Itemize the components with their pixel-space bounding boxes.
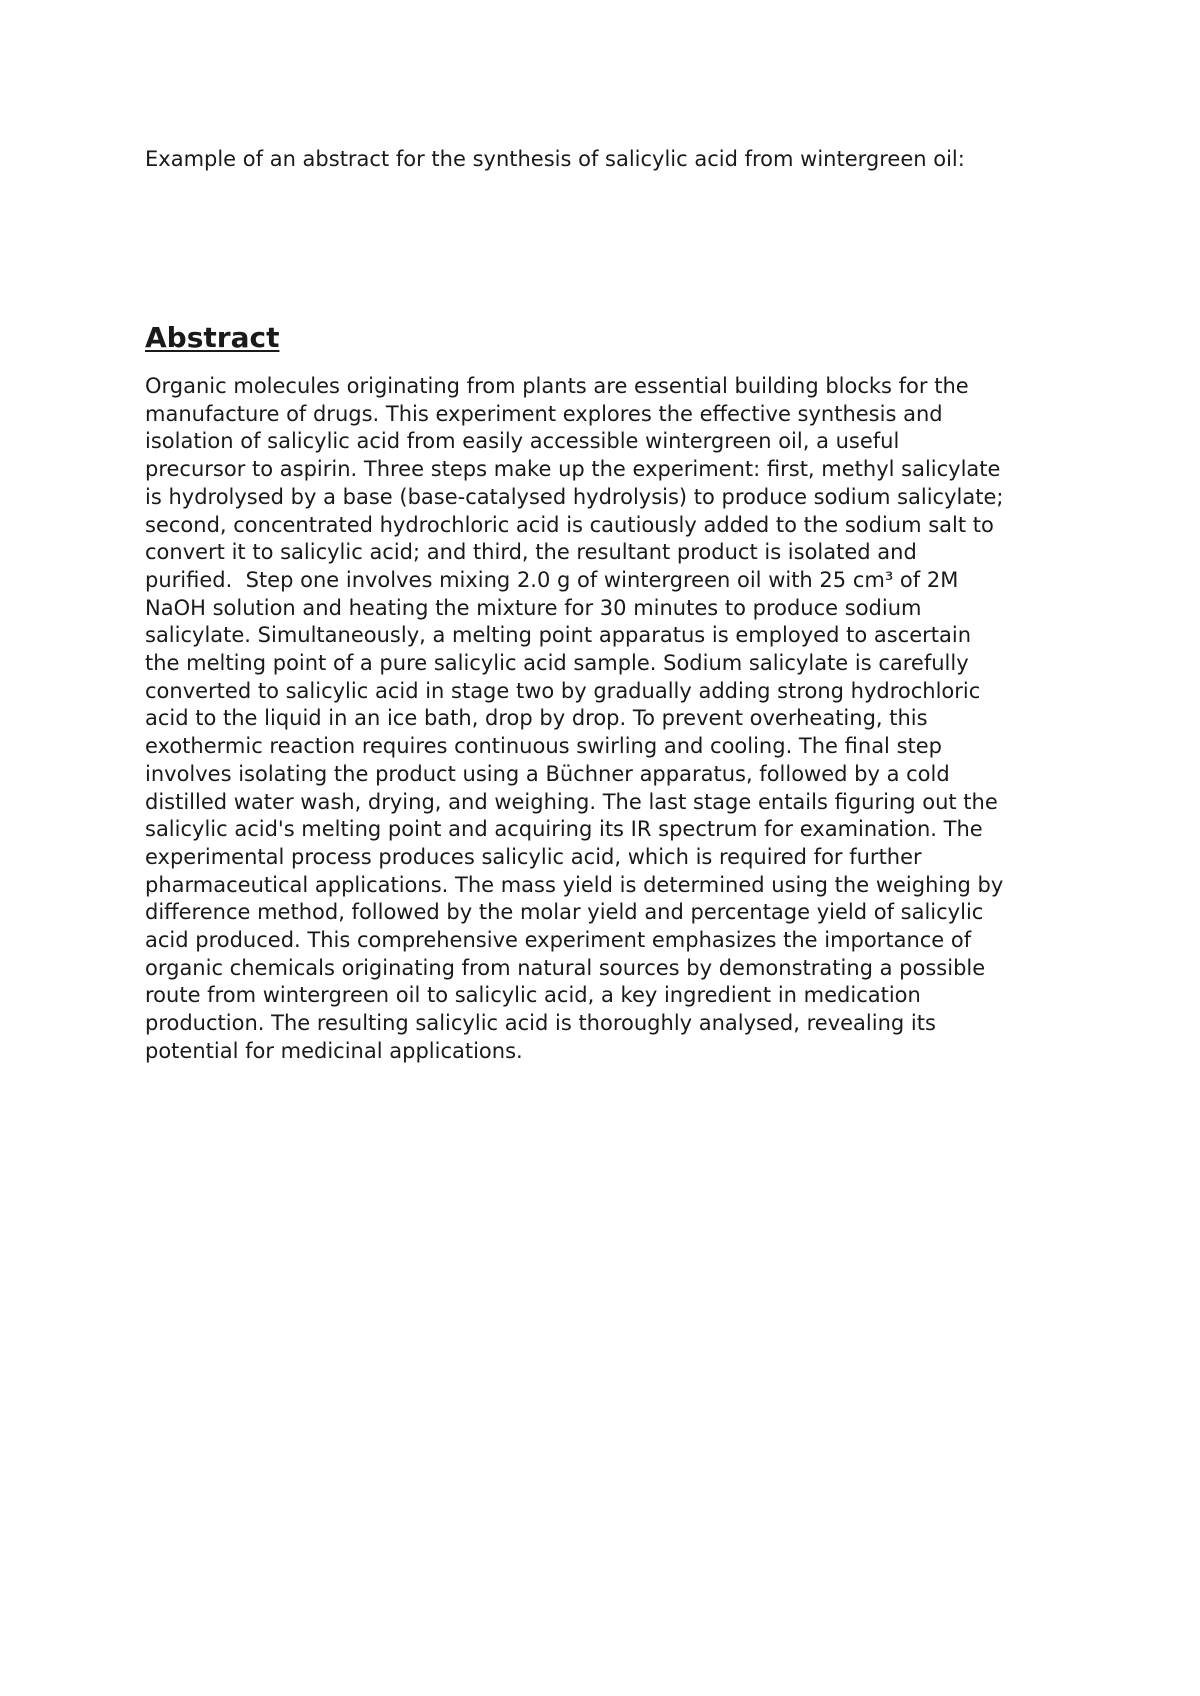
- abstract-line: purified. Step one involves mixing 2.0 g of wintergreen oil with 25 cm³ of 2M: [145, 567, 959, 592]
- abstract-line: NaOH solution and heating the mixture for 30 minutes to produce sodium: [145, 595, 922, 620]
- abstract-line: potential for medicinal applications.: [145, 1038, 523, 1063]
- abstract-line: salicylic acid's melting point and acquiring its IR spectrum for examination. The: [145, 817, 983, 842]
- abstract-line: involves isolating the product using a Büchner apparatus, followed by a cold: [145, 761, 950, 786]
- abstract-line: pharmaceutical applications. The mass yield is determined using the weighing by: [145, 872, 1004, 897]
- abstract-heading: Abstract: [145, 321, 280, 354]
- abstract-body: [145, 373, 1090, 1066]
- abstract-line: convert it to salicylic acid; and third, the resultant product is isolated and: [145, 540, 917, 565]
- abstract-line: converted to salicylic acid in stage two by gradually adding strong hydrochloric: [145, 678, 981, 703]
- abstract-line: is hydrolysed by a base (base-catalysed hydrolysis) to produce sodium salicylate;: [145, 484, 1004, 509]
- abstract-line: route from wintergreen oil to salicylic acid, a key ingredient in medication: [145, 983, 921, 1008]
- abstract-line: Organic molecules originating from plants are essential building blocks for the: [145, 374, 969, 398]
- abstract-line: exothermic reaction requires continuous swirling and cooling. The final step: [145, 734, 942, 759]
- abstract-line: production. The resulting salicylic acid is thoroughly analysed, revealing its: [145, 1011, 936, 1036]
- abstract-line: second, concentrated hydrochloric acid is cautiously added to the sodium salt to: [145, 512, 994, 537]
- abstract-line: experimental process produces salicylic acid, which is required for further: [145, 844, 922, 869]
- abstract-line: precursor to aspirin. Three steps make up the experiment: first, methyl salicylate: [145, 457, 1001, 482]
- abstract-line: organic chemicals originating from natural sources by demonstrating a possible: [145, 955, 986, 980]
- abstract-line: salicylate. Simultaneously, a melting point apparatus is employed to ascertain: [145, 623, 972, 648]
- abstract-line: acid to the liquid in an ice bath, drop by drop. To prevent overheating, this: [145, 706, 928, 731]
- abstract-line: acid produced. This comprehensive experiment emphasizes the importance of: [145, 928, 972, 953]
- intro-text: Example of an abstract for the synthesis of salicylic acid from wintergreen oil:: [145, 147, 965, 171]
- abstract-line: distilled water wash, drying, and weighing. The last stage entails figuring out the: [145, 789, 998, 814]
- abstract-line: manufacture of drugs. This experiment explores the effective synthesis and: [145, 401, 943, 426]
- abstract-line: the melting point of a pure salicylic acid sample. Sodium salicylate is carefully: [145, 651, 969, 676]
- abstract-line: isolation of salicylic acid from easily accessible wintergreen oil, a useful: [145, 429, 900, 454]
- abstract-line: difference method, followed by the molar yield and percentage yield of salicylic: [145, 900, 984, 925]
